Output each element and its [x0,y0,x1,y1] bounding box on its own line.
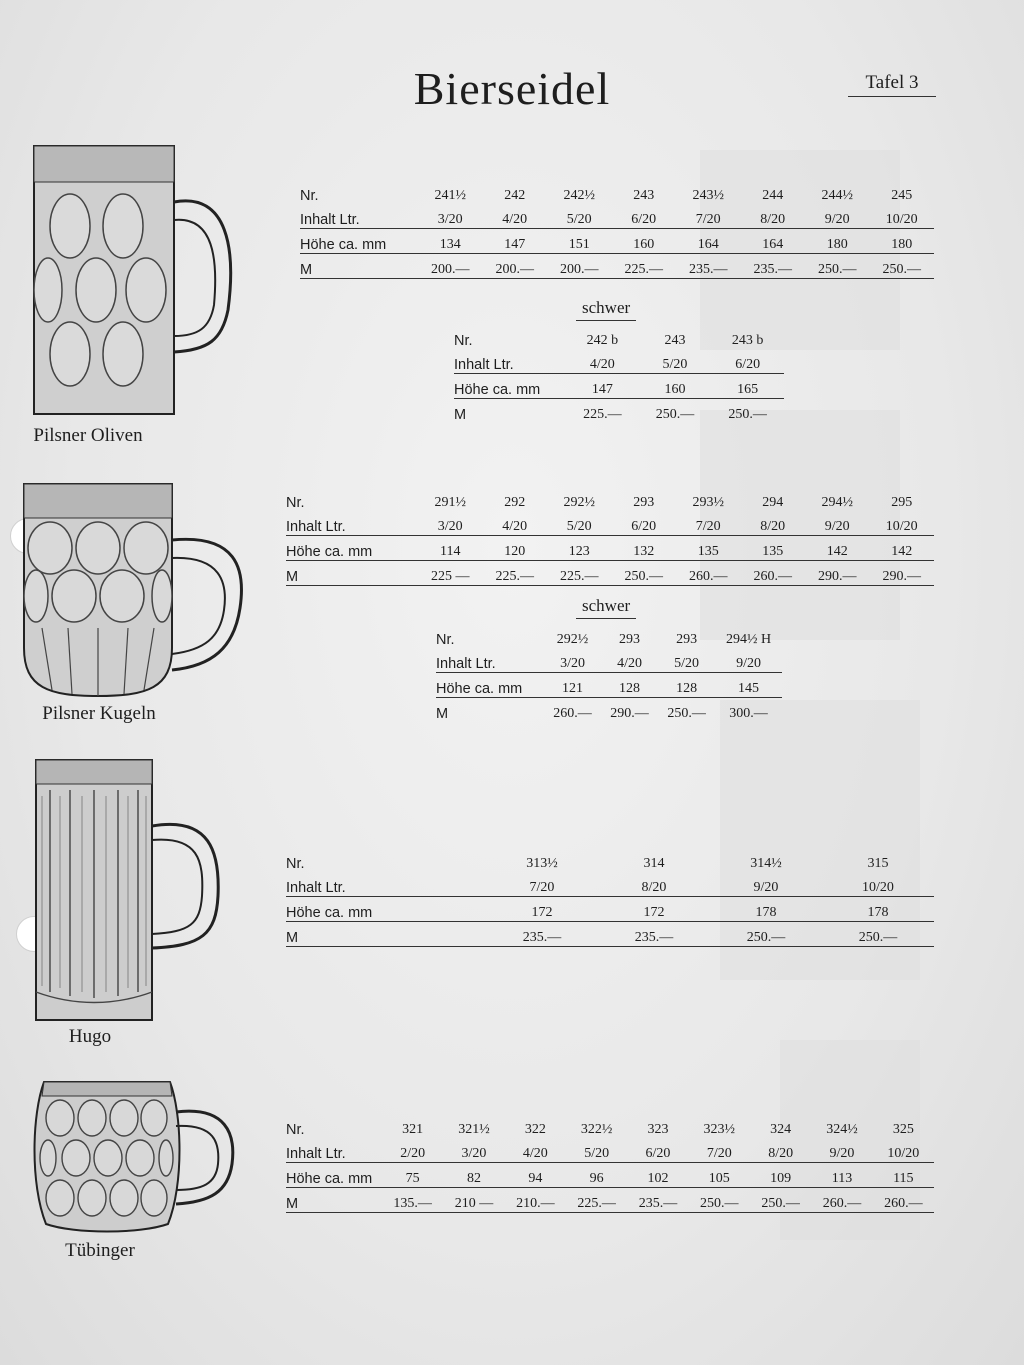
row-hoehe [286,1163,934,1188]
row-hoehe [286,897,934,922]
row-number [286,848,934,872]
row-hoehe [436,673,782,698]
hoehe-cell: 114 [418,536,483,561]
row-inhalt [286,872,934,897]
number-cell: 294 [762,495,784,510]
price-cell: 250.— [870,254,935,279]
label-hoehe: Höhe ca. mm [286,1163,382,1188]
mug-illustration-pilsner-oliven [28,140,238,420]
product-caption: Hugo [68,1026,112,1047]
hoehe-cell: 94 [505,1163,566,1188]
inhalt-cell: 3/20 [418,204,483,229]
hoehe-cell: 142 [870,536,935,561]
hoehe-cell: 145 [715,673,782,698]
number-cell: 323 [647,1122,669,1137]
row-hoehe [286,536,934,561]
price-cell: 250.— [750,1188,811,1213]
schwer-heading: schwer [576,298,636,321]
hoehe-cell: 113 [811,1163,872,1188]
hoehe-cell: 160 [639,374,712,399]
hoehe-cell: 115 [873,1163,934,1188]
number-cell: 325 [892,1122,914,1137]
schwer-heading: schwer [576,596,636,619]
price-cell: 225.— [547,561,612,586]
mug-illustration-hugo [34,756,224,1024]
inhalt-cell: 10/20 [870,511,935,536]
inhalt-cell: 8/20 [741,511,806,536]
hoehe-cell: 160 [612,229,677,254]
price-cell: 225 — [418,561,483,586]
mug-illustration-tuebinger [30,1074,236,1238]
hoehe-cell: 165 [711,374,784,399]
label-nr: Nr. [286,495,305,511]
row-inhalt [286,511,934,536]
hoehe-cell: 135 [741,536,806,561]
number-cell: 242 [504,188,526,203]
inhalt-cell: 7/20 [689,1138,750,1163]
price-cell: 225.— [583,407,622,422]
inhalt-cell: 8/20 [741,204,806,229]
inhalt-cell: 9/20 [805,511,870,536]
inhalt-cell: 5/20 [547,204,612,229]
inhalt-cell: 6/20 [612,204,677,229]
hoehe-cell: 128 [658,673,715,698]
number-cell: 294½ [821,495,853,510]
hoehe-cell: 164 [741,229,806,254]
hoehe-cell: 180 [870,229,935,254]
inhalt-cell: 4/20 [483,511,548,536]
label-nr: Nr. [286,856,305,872]
inhalt-cell: 4/20 [483,204,548,229]
hoehe-cell: 135 [676,536,741,561]
inhalt-cell: 6/20 [711,349,784,374]
page-title: Bierseidel [413,63,611,114]
price-cell: 200.— [483,254,548,279]
price-cell: 260.— [811,1188,872,1213]
product-caption: Tübinger [65,1240,135,1261]
label-inhalt: Inhalt Ltr. [286,1138,382,1163]
inhalt-cell: 5/20 [566,1138,627,1163]
inhalt-cell: 4/20 [505,1138,566,1163]
label-price: M [300,254,418,279]
number-cell: 321½ [458,1122,490,1137]
number-cell: 315 [867,856,889,871]
number-cell: 323½ [703,1122,736,1137]
inhalt-cell: 10/20 [873,1138,934,1163]
price-cell: 225.— [612,254,677,279]
number-cell: 293½ [692,495,724,510]
number-cell: 293 [633,495,655,510]
hoehe-cell: 172 [486,897,598,922]
number-cell: 314 [643,856,665,871]
number-cell: 245 [891,188,913,203]
inhalt-cell: 6/20 [612,511,677,536]
spec-table-pilsner-oliven [300,180,934,279]
hoehe-cell: 96 [566,1163,627,1188]
hoehe-cell: 105 [689,1163,750,1188]
number-cell: 321 [402,1122,424,1137]
price-cell: 250.— [689,1188,750,1213]
row-inhalt [286,1138,934,1163]
price-cell: 235.— [741,254,806,279]
hoehe-cell: 180 [805,229,870,254]
hoehe-cell: 142 [805,536,870,561]
inhalt-cell: 9/20 [811,1138,872,1163]
inhalt-cell: 3/20 [418,511,483,536]
inhalt-cell: 5/20 [658,648,715,673]
price-cell: 210 — [443,1188,504,1213]
inhalt-cell: 8/20 [750,1138,811,1163]
hoehe-cell: 147 [483,229,548,254]
hoehe-cell: 128 [601,673,658,698]
number-cell: 294½ H [725,632,772,647]
row-number [286,487,934,511]
inhalt-cell: 3/20 [544,648,601,673]
label-inhalt: Inhalt Ltr. [286,872,486,897]
price-cell: 200.— [547,254,612,279]
inhalt-cell: 10/20 [870,204,935,229]
number-cell: 243 [664,333,686,348]
price-cell: 225.— [566,1188,627,1213]
label-price: M [286,922,486,947]
price-cell: 250.— [612,561,677,586]
price-cell: 210.— [505,1188,566,1213]
inhalt-cell: 2/20 [382,1138,443,1163]
label-hoehe: Höhe ca. mm [300,229,418,254]
number-cell: 243½ [692,188,724,203]
price-cell: 235.— [627,1188,688,1213]
label-inhalt: Inhalt Ltr. [454,349,566,374]
number-cell: 322 [524,1122,546,1137]
spec-table-pilsner-kugeln-schwer [436,624,782,722]
number-cell: 291½ [434,495,466,510]
label-nr: Nr. [436,632,455,648]
label-nr: Nr. [300,188,319,204]
number-cell: 314½ [750,856,782,871]
hoehe-cell: 151 [547,229,612,254]
number-cell: 324½ [826,1122,858,1137]
price-cell: 260.— [873,1188,934,1213]
label-inhalt: Inhalt Ltr. [436,648,544,673]
price-cell: 135.— [382,1188,443,1213]
number-cell: 243 [633,188,655,203]
label-nr: Nr. [454,333,473,349]
row-number [436,624,782,648]
number-cell: 295 [891,495,913,510]
hoehe-cell: 178 [822,897,934,922]
hoehe-cell: 120 [483,536,548,561]
product-caption: Pilsner Kugeln [42,703,156,724]
hoehe-cell: 102 [627,1163,688,1188]
spec-table-pilsner-oliven-schwer [454,325,784,423]
label-hoehe: Höhe ca. mm [454,374,566,399]
price-cell: 290.— [870,561,935,586]
price-cell: 250.— [710,922,822,947]
label-price: M [436,706,449,722]
number-cell: 242½ [563,188,595,203]
label-inhalt: Inhalt Ltr. [286,511,418,536]
price-cell: 250.— [655,407,695,422]
hoehe-cell: 121 [544,673,601,698]
price-cell: 300.— [729,706,768,721]
row-hoehe [454,374,784,399]
hoehe-cell: 123 [547,536,612,561]
label-hoehe: Höhe ca. mm [436,673,544,698]
row-number [300,180,934,204]
hoehe-cell: 134 [418,229,483,254]
spec-table-hugo [286,848,934,947]
number-cell: 322½ [580,1122,613,1137]
inhalt-cell: 9/20 [805,204,870,229]
price-cell: 250.— [667,706,706,721]
row-number [454,325,784,349]
row-price [300,254,934,279]
label-price: M [286,561,418,586]
inhalt-cell: 8/20 [598,872,710,897]
row-number [286,1114,934,1138]
price-cell: 235.— [598,922,710,947]
hoehe-cell: 172 [598,897,710,922]
price-cell: 250.— [805,254,870,279]
inhalt-cell: 7/20 [486,872,598,897]
number-cell: 324 [770,1122,792,1137]
number-cell: 292½ [563,495,595,510]
inhalt-cell: 10/20 [822,872,934,897]
label-price: M [286,1188,382,1213]
row-price [286,1188,934,1213]
inhalt-cell: 7/20 [676,204,741,229]
price-cell: 290.— [805,561,870,586]
number-cell: 242 b [586,333,619,348]
price-cell: 260.— [553,706,592,721]
label-price: M [454,407,467,423]
row-inhalt [436,648,782,673]
hoehe-cell: 178 [710,897,822,922]
number-cell: 292 [504,495,526,510]
label-hoehe: Höhe ca. mm [286,536,418,561]
price-cell: 260.— [676,561,741,586]
inhalt-cell: 9/20 [715,648,782,673]
product-caption: Pilsner Oliven [33,425,143,446]
label-inhalt: Inhalt Ltr. [300,204,418,229]
mug-illustration-pilsner-kugeln [22,478,244,704]
plate-number: Tafel 3 [848,72,936,97]
inhalt-cell: 4/20 [566,349,639,374]
hoehe-cell: 132 [612,536,677,561]
inhalt-cell: 7/20 [676,511,741,536]
row-inhalt [300,204,934,229]
row-price [454,399,784,424]
label-hoehe: Höhe ca. mm [286,897,486,922]
row-price [286,561,934,586]
row-price [436,698,782,723]
number-cell: 313½ [526,856,558,871]
price-cell: 290.— [610,706,649,721]
hoehe-cell: 164 [676,229,741,254]
price-cell: 235.— [676,254,741,279]
price-cell: 260.— [741,561,806,586]
spec-table-pilsner-kugeln [286,487,934,586]
price-cell: 250.— [728,407,767,422]
price-cell: 200.— [418,254,483,279]
hoehe-cell: 109 [750,1163,811,1188]
number-cell: 293 [619,632,641,647]
inhalt-cell: 3/20 [443,1138,504,1163]
number-cell: 293 [676,632,698,647]
inhalt-cell: 9/20 [710,872,822,897]
hoehe-cell: 82 [443,1163,504,1188]
inhalt-cell: 5/20 [547,511,612,536]
price-cell: 235.— [486,922,598,947]
row-inhalt [454,349,784,374]
price-cell: 250.— [822,922,934,947]
hoehe-cell: 75 [382,1163,443,1188]
inhalt-cell: 5/20 [639,349,712,374]
spec-table-tuebinger [286,1114,934,1213]
row-hoehe [300,229,934,254]
number-cell: 292½ [556,632,589,647]
number-cell: 241½ [434,188,466,203]
row-price [286,922,934,947]
inhalt-cell: 6/20 [627,1138,688,1163]
number-cell: 244 [762,188,784,203]
label-nr: Nr. [286,1122,305,1138]
price-cell: 225.— [483,561,548,586]
inhalt-cell: 4/20 [601,648,658,673]
number-cell: 244½ [821,188,853,203]
hoehe-cell: 147 [566,374,639,399]
number-cell: 243 b [731,333,764,348]
